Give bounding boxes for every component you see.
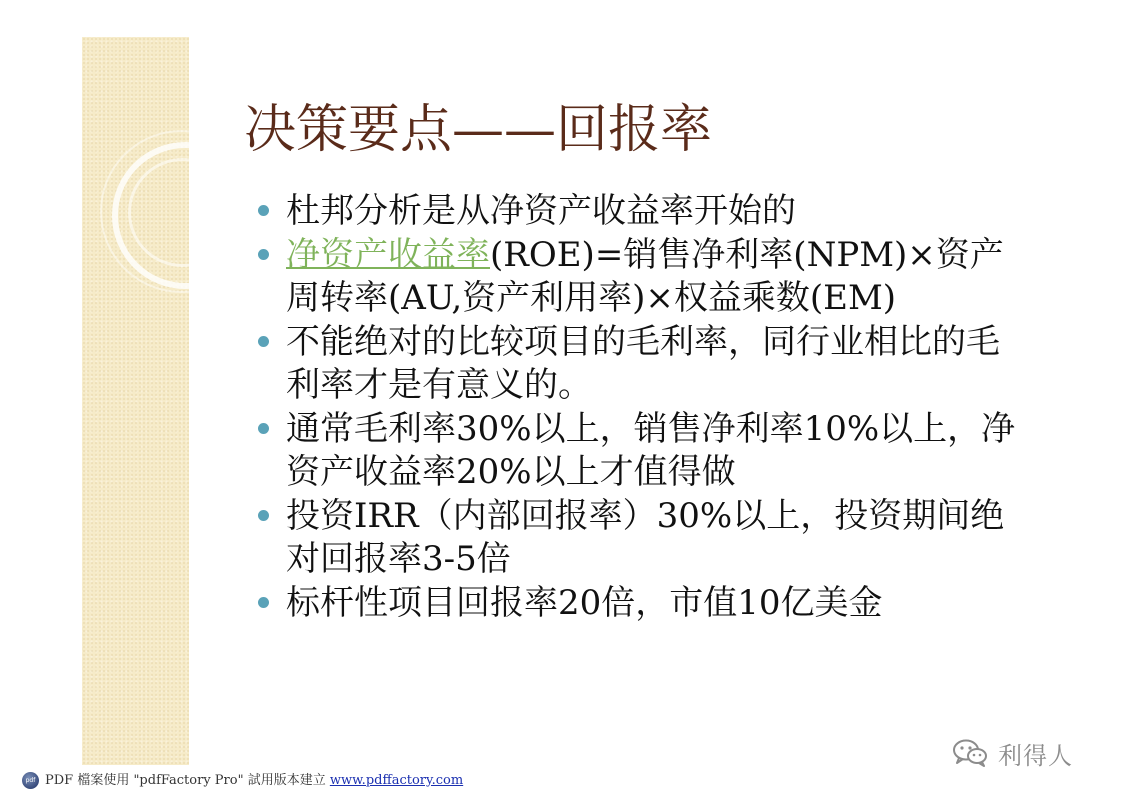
- wechat-icon: [952, 738, 988, 768]
- bullet-item: [256, 234, 1026, 320]
- bullet-dot-icon: [258, 336, 269, 347]
- bullet-text: (ROE)=销售净利率(NPM)×资产周转率(AU,资产利用率)×权益乘数(EM): [286, 235, 1004, 318]
- bullet-dot-icon: [258, 597, 269, 608]
- bullet-item: [256, 321, 1026, 407]
- bullet-text: 不能绝对的比较项目的毛利率，同行业相比的毛利率才是有意义的。: [286, 322, 1000, 405]
- footer-text: PDF 檔案使用 "pdfFactory Pro" 試用版本建立: [45, 773, 330, 788]
- bullet-item: [256, 495, 1026, 581]
- bullet-item: [256, 190, 1026, 233]
- slide-title: 决策要点——回报率: [244, 100, 713, 160]
- bullet-list: [256, 190, 1026, 626]
- bullet-item: [256, 582, 1026, 625]
- bullet-text: 投资IRR（内部回报率）30%以上，投资期间绝对回报率3-5倍: [286, 496, 1005, 579]
- bullet-dot-icon: [258, 205, 269, 216]
- wechat-watermark: [952, 733, 1073, 773]
- decorative-side-band: [82, 37, 189, 765]
- bullet-dot-icon: [258, 510, 269, 521]
- bullet-dot-icon: [258, 249, 269, 260]
- bullet-dot-icon: [258, 423, 269, 434]
- bullet-text: 标杆性项目回报率20倍，市值10亿美金: [286, 583, 883, 623]
- bullet-text: 杜邦分析是从净资产收益率开始的: [286, 191, 796, 231]
- pdffactory-link[interactable]: www.pdffactory.com: [329, 773, 464, 788]
- pdffactory-logo-icon: pdf: [22, 772, 39, 789]
- pdf-footer: [22, 772, 463, 790]
- bullet-text: 通常毛利率30%以上，销售净利率10%以上，净资产收益率20%以上才值得做: [286, 409, 1016, 492]
- roe-term-link[interactable]: 净资产收益率: [286, 235, 490, 275]
- watermark-text: 利得人: [998, 741, 1073, 770]
- bullet-item: [256, 408, 1026, 494]
